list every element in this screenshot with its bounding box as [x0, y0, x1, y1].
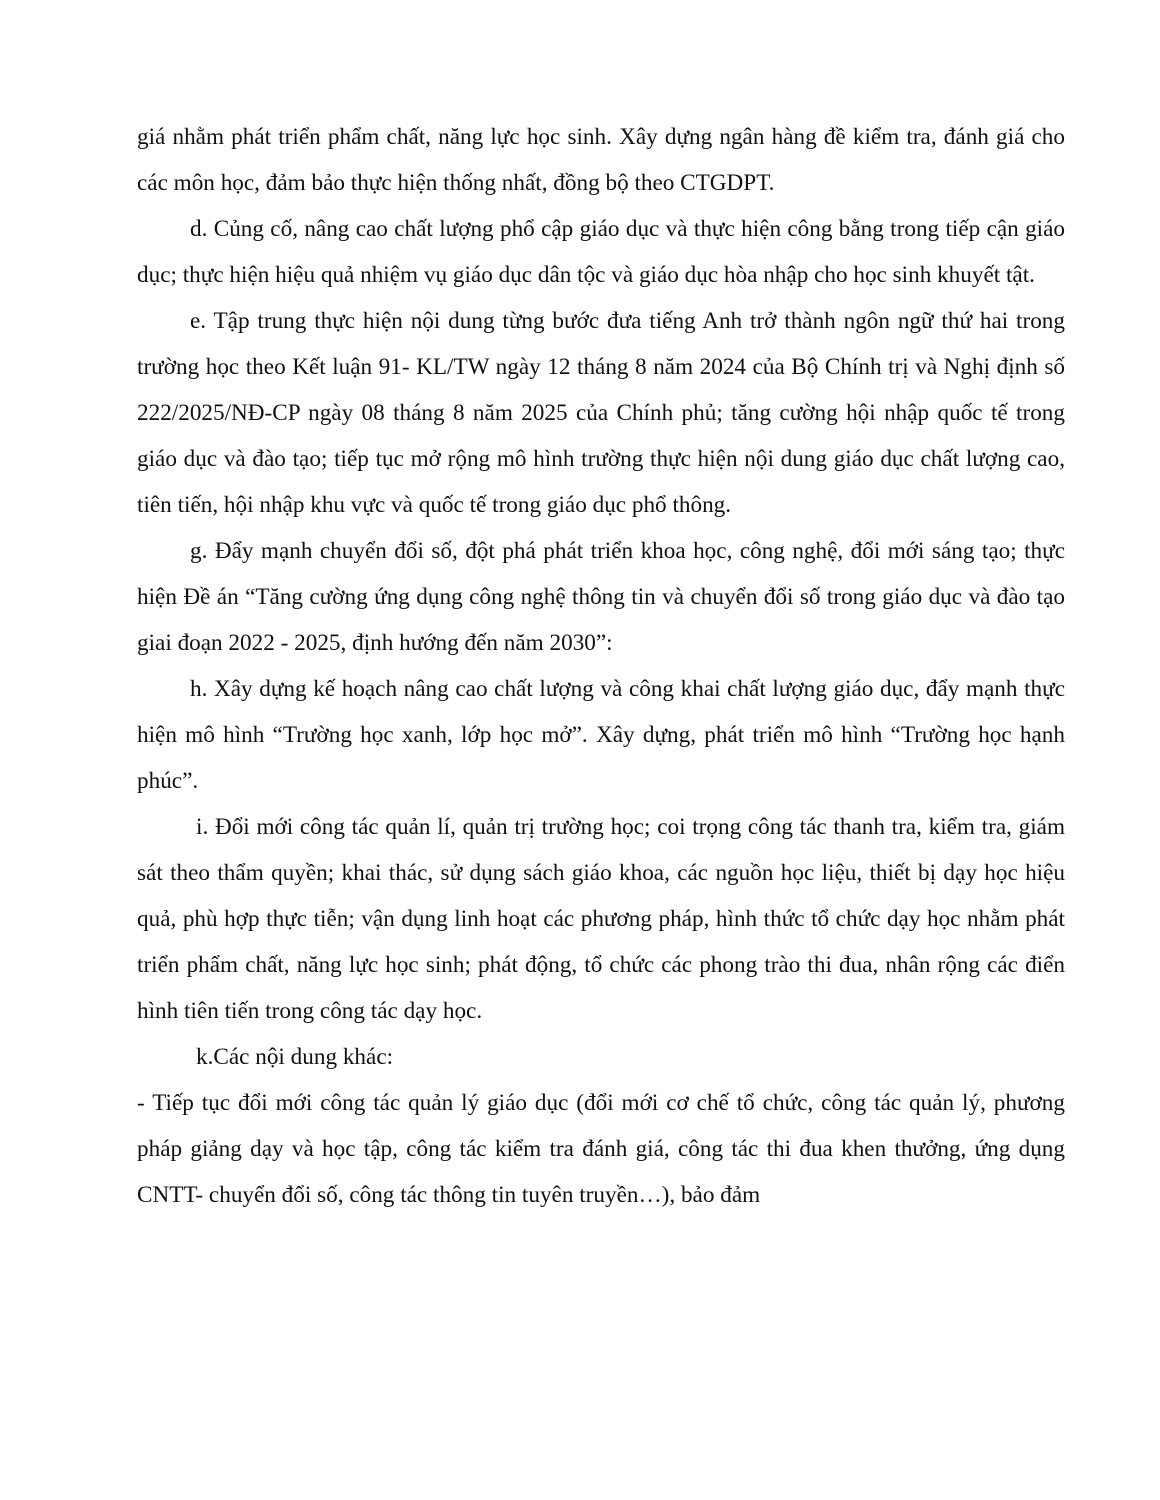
paragraph-i: i. Đổi mới công tác quản lí, quản trị trường học; coi trọng công tác thanh tra, kiểm tra, giám sát theo thẩm quyền; khai thác, sử dụng sách giáo khoa, các nguồn học liệu, thiết bị dạy học hiệu quả, phù hợp thực tiễn; vận dụng linh hoạt các phương pháp, hình thức tổ chức dạy học nhằm phát triển phẩm chất, năng lực học sinh; phát động, tổ chức các phong trào thi đua, nhân rộng các điển hình tiên tiến trong công tác dạy học. — [137, 814, 1065, 1024]
paragraph-k-heading: k.Các nội dung khác: — [196, 1044, 394, 1070]
paragraph-e: e. Tập trung thực hiện nội dung từng bước đưa tiếng Anh trở thành ngôn ngữ thứ hai trong trường học theo Kết luận 91- KL/TW ngày 12 tháng 8 năm 2024 của Bộ Chính trị và Nghị định số 222/2025/NĐ-CP ngày 08 tháng 8 năm 2025 của Chính phủ; tăng cường hội nhập quốc tế trong giáo dục và đào tạo; tiếp tục mở rộng mô hình trường thực hiện nội dung giáo dục chất lượng cao, tiên tiến, hội nhập khu vực và quốc tế trong giáo dục phổ thông. — [137, 308, 1065, 518]
paragraph-d: d. Củng cố, nâng cao chất lượng phổ cập giáo dục và thực hiện công bằng trong tiếp cận giáo dục; thực hiện hiệu quả nhiệm vụ giáo dục dân tộc và giáo dục hòa nhập cho học sinh khuyết tật. — [137, 216, 1065, 288]
paragraph-g: g. Đẩy mạnh chuyển đổi số, đột phá phát triển khoa học, công nghệ, đổi mới sáng tạo; thực hiện Đề án “Tăng cường ứng dụng công nghệ thông tin và chuyển đổi số trong giáo dục và đào tạo giai đoạn 2022 - 2025, định hướng đến năm 2030”: — [137, 538, 1065, 656]
paragraph-continuation: giá nhằm phát triển phẩm chất, năng lực học sinh. Xây dựng ngân hàng đề kiểm tra, đánh giá cho các môn học, đảm bảo thực hiện thống nhất, đồng bộ theo CTGDPT. — [137, 124, 1065, 196]
paragraph-h: h. Xây dựng kế hoạch nâng cao chất lượng và công khai chất lượng giáo dục, đẩy mạnh thực hiện mô hình “Trường học xanh, lớp học mở”. Xây dựng, phát triển mô hình “Trường học hạnh phúc”. — [137, 676, 1065, 794]
document-body — [137, 114, 1065, 1218]
paragraph-bullet: - Tiếp tục đổi mới công tác quản lý giáo dục (đổi mới cơ chế tổ chức, công tác quản lý, phương pháp giảng dạy và học tập, công tác kiểm tra đánh giá, công tác thi đua khen thưởng, ứng dụng CNTT- chuyển đổi số, công tác thông tin tuyên truyền…), bảo đảm — [137, 1090, 1065, 1208]
